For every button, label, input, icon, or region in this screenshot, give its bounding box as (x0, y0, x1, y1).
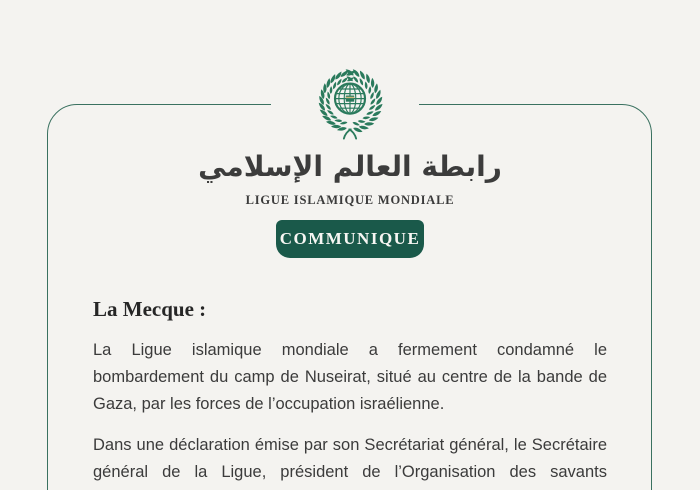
article-body (93, 296, 607, 486)
mwl-logo (310, 64, 390, 144)
communique-badge (276, 220, 424, 258)
wreath-globe-icon (310, 64, 390, 144)
brand-arabic-name: رابطة العالم الإسلامي (198, 150, 502, 183)
text-line: général de la Ligue, président de l’Organisation des savants (93, 463, 607, 481)
text-line: La Ligue islamique mondiale a fermement condamné le (93, 341, 607, 359)
text-line: Dans une déclaration émise par son Secrétariat général, le Secrétaire (93, 436, 607, 454)
text-line: bombardement du camp de Nuseirat, situé au centre de la bande de (93, 368, 607, 386)
paragraph-1 (93, 337, 607, 418)
wreath-stems (344, 129, 356, 138)
paragraph-2 (93, 432, 607, 486)
brand-latin-name: LIGUE ISLAMIQUE MONDIALE (245, 193, 455, 207)
kaaba-band (346, 97, 354, 98)
kaaba-shape (346, 96, 354, 102)
communique-badge-label: COMMUNIQUE (279, 229, 421, 248)
text-line: Gaza, par les forces de l’occupation israélienne. (93, 395, 445, 413)
dateline-heading: La Mecque : (93, 297, 207, 321)
